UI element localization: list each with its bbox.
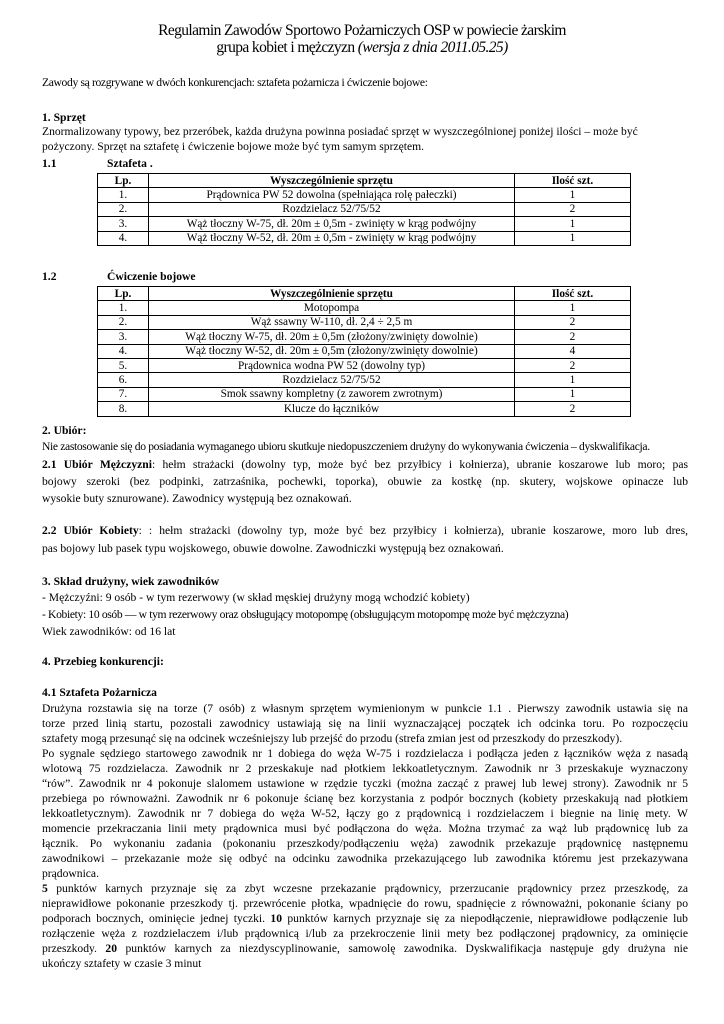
cell-lp: 2. xyxy=(98,202,149,216)
cell-lp: 4. xyxy=(98,231,149,245)
table-row xyxy=(98,344,631,358)
cell-lp: 7. xyxy=(98,387,149,401)
header-qty: Ilość szt. xyxy=(515,287,631,301)
penalty-line: nieprawidłowe pokonanie przeszkody tj. przewrócenie płotka, wpadnięcie do rowu, spadnięcie z równoważni, pokonanie ściany po xyxy=(42,897,688,910)
section4-sub-heading: 4.1 Sztafeta Pożarnicza xyxy=(42,686,157,699)
header-lp: Lp. xyxy=(98,287,149,301)
equipment-table-combat xyxy=(97,286,631,417)
cell-item: Rozdzielacz 52/75/52 xyxy=(149,202,515,216)
section1-p2: pożyczony. Sprzęt na sztafetę i ćwiczenie bojowe może być tym samym sprzętem. xyxy=(42,140,425,153)
subsection-1-2-num: 1.2 xyxy=(42,270,57,283)
table-row xyxy=(98,188,631,202)
cell-item: Rozdzielacz 52/75/52 xyxy=(149,373,515,387)
relay-line: “rów”. Zawodnik nr 4 pokonuje slalomem ustawione w rzędzie tyczki (można zacząć z prawej lub lewej strony). Zawodnik nr 5 xyxy=(42,777,688,790)
penalty-line: ukończy sztafety w czasie 3 minut xyxy=(42,957,202,970)
relay-line: łącznik. Po wykonaniu zadania (pokonaniu przeszkody/podłączeniu węża) zawodnik przekazuje prądownicę następnemu xyxy=(42,837,688,850)
title-version: (wersja z dnia 2011.05.25) xyxy=(357,39,508,56)
penalty-line xyxy=(42,912,688,926)
cell-qty: 1 xyxy=(515,301,631,315)
header-item: Wyszczególnienie sprzętu xyxy=(149,287,515,301)
relay-line: wlotową 75 rozdzielacza. Zawodnik nr 2 przeskakuje nad płotkiem lekkoatletycznym. Zawodnik nr 3 przeskakuje wyznaczony xyxy=(42,762,688,775)
document-title-line2 xyxy=(0,39,724,56)
relay-line: zawodnikowi – przekazanie może się odbyć na odcinku zawodnika przekazującego lub zawodnika któremu jest przekazywana xyxy=(42,852,688,865)
cell-lp: 1. xyxy=(98,188,149,202)
cell-item: Wąż ssawny W-110, dł. 2,4 ÷ 2,5 m xyxy=(149,315,515,329)
relay-line: torze przed linią startu, pozostali zawodnicy ustawiają się na linii wyznaczającej początek ich odcinka toru. Po rozpoczęciu xyxy=(42,717,688,730)
men-text-1: : hełm strażacki (dowolny typ, może być bez przyłbicy i kołnierza), ubranie koszarowe lub moro; pas xyxy=(151,458,689,471)
table-row xyxy=(98,202,631,216)
cell-lp: 4. xyxy=(98,344,149,358)
section1-p1: Znormalizowany typowy, bez przeróbek, każda drużyna powinna posiadać sprzęt w wyszczególnionej poniżej ilości – może być xyxy=(42,125,638,138)
header-qty: Ilość szt. xyxy=(515,174,631,188)
penalty-points-5: 5 xyxy=(42,882,48,895)
penalty-text: podporach bocznych, ominięcie jednej tyczki. xyxy=(42,912,271,925)
cell-qty: 1 xyxy=(515,231,631,245)
section3-line1: - Mężczyźni: 9 osób - w tym rezerwowy (w skład męskiej drużyny mogą wchodzić kobiety) xyxy=(42,591,470,604)
cell-item: Wąż tłoczny W-75, dł. 20m ± 0,5m (złożony/zwinięty dowolnie) xyxy=(149,330,515,344)
relay-line: momencie przekraczania linii mety prądownica musi być podłączona do węża. Można trzymać za wąż lub prądownicę lub za xyxy=(42,822,688,835)
equipment-table-relay xyxy=(97,173,631,246)
penalty-line: rozłączenie węża z rozdzielaczem i/lub prądownicą i/lub za przekroczenie linii mety bez podłączonej prądownicy, za ominięcie xyxy=(42,927,688,940)
cell-lp: 8. xyxy=(98,402,149,416)
cell-item: Wąż tłoczny W-52, dł. 20m ± 0,5m (złożony/zwinięty dowolnie) xyxy=(149,344,515,358)
relay-line: prądownica. xyxy=(42,867,99,880)
section2-p1: Nie zastosowanie się do posiadania wymaganego ubioru skutkuje niedopuszczeniem drużyny do wykonywania ćwiczenia – dyskwalifikacja. xyxy=(42,440,650,453)
table-row xyxy=(98,330,631,344)
cell-qty: 1 xyxy=(515,373,631,387)
penalty-line xyxy=(42,882,688,896)
table-row xyxy=(98,358,631,372)
subsection-1-2-label: Ćwiczenie bojowe xyxy=(107,270,196,283)
cell-lp: 2. xyxy=(98,315,149,329)
penalty-points-10: 10 xyxy=(270,912,282,925)
table-row xyxy=(98,301,631,315)
women-label: 2.2 Ubiór Kobiety xyxy=(42,524,139,537)
header-lp: Lp. xyxy=(98,174,149,188)
cell-item: Prądownica wodna PW 52 (dowolny typ) xyxy=(149,358,515,372)
cell-item: Motopompa xyxy=(149,301,515,315)
section2-men-line2: bojowy szeroki (bez podpinki, zatrzaśnika, pochewki, toporka), obuwie za kostkę (np. skutery, wojskowe opinacze lub xyxy=(42,475,688,488)
document-title-line1: Regulamin Zawodów Sportowo Pożarniczych OSP w powiecie żarskim xyxy=(158,22,566,39)
table-header-row xyxy=(98,174,631,188)
table-row xyxy=(98,402,631,416)
penalty-text: punktów karnych przyznaje się za niepodłączenie, nieprawidłowe podłączenie lub xyxy=(281,912,688,925)
cell-item: Klucze do łączników xyxy=(149,402,515,416)
section2-women-line1 xyxy=(42,524,688,538)
penalty-text: punktów karnych za niezdyscyplinowanie, samowolę zawodnika. Dyskwalifikacja następuje gdy drużyna nie xyxy=(117,942,688,955)
cell-qty: 2 xyxy=(515,202,631,216)
section4-heading: 4. Przebieg konkurencji: xyxy=(42,655,164,668)
section3-heading: 3. Skład drużyny, wiek zawodników xyxy=(42,575,220,588)
men-label: 2.1 Ubiór Mężczyzni xyxy=(42,458,152,471)
table-row xyxy=(98,231,631,245)
table-row xyxy=(98,373,631,387)
cell-lp: 5. xyxy=(98,358,149,372)
cell-item: Wąż tłoczny W-75, dł. 20m ± 0,5m - zwinięty w krąg podwójny xyxy=(149,217,515,231)
title-line2-text: grupa kobiet i mężczyzn xyxy=(216,39,358,56)
cell-item: Wąż tłoczny W-52, dł. 20m ± 0,5m - zwinięty w krąg podwójny xyxy=(149,231,515,245)
header-item: Wyszczególnienie sprzętu xyxy=(149,174,515,188)
cell-qty: 1 xyxy=(515,188,631,202)
table-header-row xyxy=(98,287,631,301)
table-row xyxy=(98,387,631,401)
section2-men-line3: wysokie buty sznurowane). Zawodnicy występują bez oznakowań. xyxy=(42,492,352,505)
table-row xyxy=(98,217,631,231)
penalty-text: przeszkody. xyxy=(42,942,106,955)
penalty-line xyxy=(42,942,688,956)
section1-heading: 1. Sprzęt xyxy=(42,111,86,124)
cell-qty: 1 xyxy=(515,217,631,231)
cell-qty: 1 xyxy=(515,387,631,401)
section2-men-line1 xyxy=(42,458,688,472)
cell-lp: 3. xyxy=(98,217,149,231)
cell-qty: 2 xyxy=(515,402,631,416)
table-row xyxy=(98,315,631,329)
cell-lp: 3. xyxy=(98,330,149,344)
relay-line: sztafety mogą przesunąć się na odcinek wcześniejszy lub przejść do przodu (strefa zmian jest od przeszkody do przeszkody). xyxy=(42,732,623,745)
subsection-1-1-num: 1.1 xyxy=(42,157,57,170)
cell-lp: 6. xyxy=(98,373,149,387)
subsection-1-1-label: Sztafeta . xyxy=(107,157,153,170)
cell-lp: 1. xyxy=(98,301,149,315)
relay-line: Po sygnale sędziego startowego zawodnik nr 1 dobiega do węża W-75 i rozdzielacza i podłącza jeden z łączników węża z nasadą xyxy=(42,747,688,760)
section2-heading: 2. Ubiór: xyxy=(42,424,87,437)
cell-item: Prądownica PW 52 dowolna (spełniająca rolę pałeczki) xyxy=(149,188,515,202)
section3-line3: Wiek zawodników: od 16 lat xyxy=(42,625,176,638)
cell-qty: 2 xyxy=(515,330,631,344)
women-text-1: : : hełm strażacki (dowolny typ, może być bez przyłbicy i kołnierza), ubranie koszarowe, moro lub dres, xyxy=(138,524,688,537)
penalty-points-20: 20 xyxy=(105,942,118,955)
cell-item: Smok ssawny kompletny (z zaworem zwrotnym) xyxy=(149,387,515,401)
relay-line: lekkoatletycznym). Zawodnik nr 7 dobiega do węża W-52, łączy go z prądownicą i rozdzielaczem i biegnie na linię mety. W xyxy=(42,807,688,820)
relay-line: przebiega po równoważni. Zawodnik nr 6 pokonuje ścianę bez korzystania z podpór bocznych (kobiety przeskakują nad płotkiem xyxy=(42,792,688,805)
section2-women-line2: pas bojowy lub pasek typu wojskowego, obuwie dowolne. Zawodniczki występują bez oznakowań. xyxy=(42,542,504,555)
penalty-text: punktów karnych przyznaje się za zbyt wczesne przekazanie prądownicy, przerzucanie prądownicy przez przeszkodę, za xyxy=(47,882,688,895)
relay-line: Drużyna rozstawia się na torze (7 osób) z własnym sprzętem wymienionym w punkcie 1.1 . Pierwszy zawodnik ustawia się na xyxy=(42,702,688,715)
cell-qty: 2 xyxy=(515,315,631,329)
intro-text: Zawody są rozgrywane w dwóch konkurencjach: sztafeta pożarnicza i ćwiczenie bojowe: xyxy=(42,76,428,89)
cell-qty: 2 xyxy=(515,358,631,372)
cell-qty: 4 xyxy=(515,344,631,358)
section3-line2: - Kobiety: 10 osób — w tym rezerwowy oraz obsługujący motopompę (obsługującym motopompę może być mężczyzna) xyxy=(42,608,569,621)
